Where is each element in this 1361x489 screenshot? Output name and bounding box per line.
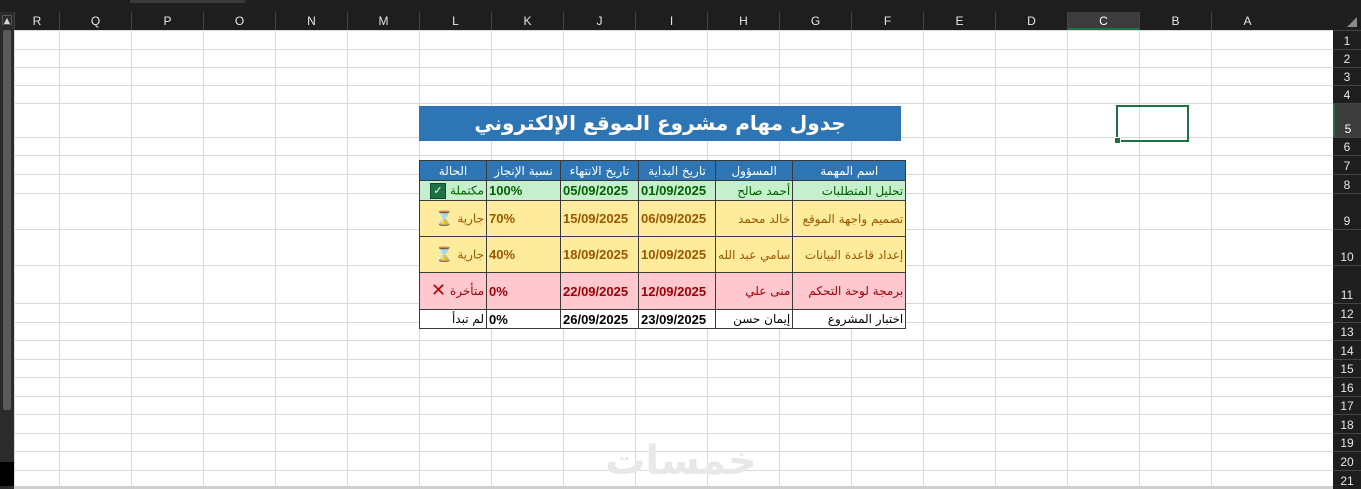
formula-bar-edge bbox=[130, 0, 245, 3]
progress-cell[interactable]: 100% bbox=[487, 181, 561, 201]
progress-cell[interactable]: 0% bbox=[487, 310, 561, 329]
task-name-cell[interactable]: برمجة لوحة التحكم bbox=[793, 273, 906, 310]
task-name-cell[interactable]: اختبار المشروع bbox=[793, 310, 906, 329]
row-header-14[interactable]: 14 bbox=[1333, 340, 1361, 359]
status-cell[interactable] bbox=[420, 310, 487, 329]
grid-column-line bbox=[14, 30, 15, 486]
column-header-H[interactable]: H bbox=[707, 12, 779, 30]
status-label: جارية bbox=[457, 247, 484, 261]
owner-cell[interactable]: منى علي bbox=[716, 273, 793, 310]
column-header-D[interactable]: D bbox=[995, 12, 1067, 30]
row-header-11[interactable]: 11 bbox=[1333, 265, 1361, 303]
row-header-3[interactable]: 3 bbox=[1333, 67, 1361, 85]
select-all-triangle-icon bbox=[1347, 17, 1357, 27]
column-header-G[interactable]: G bbox=[779, 12, 851, 30]
row-header-8[interactable]: 8 bbox=[1333, 174, 1361, 193]
column-header-R[interactable]: R bbox=[14, 12, 59, 30]
hourglass-icon: ⌛ bbox=[435, 210, 454, 227]
task-row bbox=[420, 201, 906, 237]
status-label: لم تبدأ bbox=[451, 312, 484, 326]
task-name-cell[interactable]: تصميم واجهة الموقع bbox=[793, 201, 906, 237]
row-header-16[interactable]: 16 bbox=[1333, 377, 1361, 396]
task-row bbox=[420, 273, 906, 310]
owner-cell[interactable]: سامي عبد الله bbox=[716, 237, 793, 273]
selected-cell-C5[interactable] bbox=[1116, 105, 1189, 142]
row-header-bar bbox=[1333, 30, 1361, 489]
start-date-cell[interactable]: 01/09/2025 bbox=[639, 181, 716, 201]
header-task[interactable]: اسم المهمة bbox=[793, 161, 906, 181]
row-header-9[interactable]: 9 bbox=[1333, 193, 1361, 229]
progress-cell[interactable]: 40% bbox=[487, 237, 561, 273]
owner-cell[interactable]: أحمد صالح bbox=[716, 181, 793, 201]
row-header-4[interactable]: 4 bbox=[1333, 85, 1361, 103]
column-header-Q[interactable]: Q bbox=[59, 12, 131, 30]
grid-row-line bbox=[14, 414, 1333, 415]
tasks-table bbox=[419, 160, 906, 329]
grid-column-line bbox=[347, 30, 348, 486]
row-header-19[interactable]: 19 bbox=[1333, 433, 1361, 451]
select-all-corner[interactable] bbox=[1333, 12, 1361, 30]
row-header-21[interactable]: 21 bbox=[1333, 470, 1361, 489]
grid-row-line bbox=[14, 49, 1333, 50]
start-date-cell[interactable]: 06/09/2025 bbox=[639, 201, 716, 237]
end-date-cell[interactable]: 26/09/2025 bbox=[561, 310, 639, 329]
cross-icon: ✕ bbox=[430, 280, 446, 302]
header-owner[interactable]: المسؤول bbox=[716, 161, 793, 181]
scroll-thumb[interactable] bbox=[3, 30, 11, 410]
grid-row-line bbox=[14, 67, 1333, 68]
row-header-12[interactable]: 12 bbox=[1333, 303, 1361, 322]
header-start[interactable]: تاريخ البداية bbox=[639, 161, 716, 181]
grid-column-line bbox=[275, 30, 276, 486]
status-cell[interactable] bbox=[420, 273, 487, 310]
header-end[interactable]: تاريخ الانتهاء bbox=[561, 161, 639, 181]
owner-cell[interactable]: خالد محمد bbox=[716, 201, 793, 237]
column-header-C[interactable]: C bbox=[1067, 12, 1139, 30]
row-header-1[interactable]: 1 bbox=[1333, 30, 1361, 49]
column-header-A[interactable]: A bbox=[1211, 12, 1283, 30]
grid-column-line bbox=[923, 30, 924, 486]
row-header-20[interactable]: 20 bbox=[1333, 451, 1361, 470]
end-date-cell[interactable]: 18/09/2025 bbox=[561, 237, 639, 273]
task-row bbox=[420, 310, 906, 329]
grid-column-line bbox=[995, 30, 996, 486]
check-icon: ✓ bbox=[430, 183, 446, 199]
status-label: جارية bbox=[457, 211, 484, 225]
scrollbar-shadow bbox=[0, 462, 14, 486]
header-status[interactable]: الحالة bbox=[420, 161, 487, 181]
grid-column-line bbox=[1067, 30, 1068, 486]
column-header-E[interactable]: E bbox=[923, 12, 995, 30]
grid-column-line bbox=[59, 30, 60, 486]
task-name-cell[interactable]: إعداد قاعدة البيانات bbox=[793, 237, 906, 273]
column-header-B[interactable]: B bbox=[1139, 12, 1211, 30]
task-name-cell[interactable]: تحليل المتطلبات bbox=[793, 181, 906, 201]
header-row bbox=[420, 161, 906, 181]
grid-row-line bbox=[14, 155, 1333, 156]
column-header-N[interactable]: N bbox=[275, 12, 347, 30]
progress-cell[interactable]: 0% bbox=[487, 273, 561, 310]
start-date-cell[interactable]: 10/09/2025 bbox=[639, 237, 716, 273]
column-header-J[interactable]: J bbox=[563, 12, 635, 30]
grid-row-line bbox=[14, 396, 1333, 397]
start-date-cell[interactable]: 12/09/2025 bbox=[639, 273, 716, 310]
column-header-bar bbox=[14, 12, 1333, 30]
column-header-O[interactable]: O bbox=[203, 12, 275, 30]
column-header-F[interactable]: F bbox=[851, 12, 923, 30]
column-header-M[interactable]: M bbox=[347, 12, 419, 30]
end-date-cell[interactable]: 05/09/2025 bbox=[561, 181, 639, 201]
row-header-5[interactable]: 5 bbox=[1333, 103, 1361, 137]
column-header-P[interactable]: P bbox=[131, 12, 203, 30]
grid-column-line bbox=[131, 30, 132, 486]
grid-row-line bbox=[14, 377, 1333, 378]
grid-row-line bbox=[14, 433, 1333, 434]
end-date-cell[interactable]: 22/09/2025 bbox=[561, 273, 639, 310]
column-header-K[interactable]: K bbox=[491, 12, 563, 30]
status-cell[interactable] bbox=[420, 237, 487, 273]
status-cell[interactable] bbox=[420, 181, 487, 201]
row-header-10[interactable]: 10 bbox=[1333, 229, 1361, 265]
row-header-13[interactable]: 13 bbox=[1333, 322, 1361, 340]
row-header-7[interactable]: 7 bbox=[1333, 155, 1361, 174]
column-header-L[interactable]: L bbox=[419, 12, 491, 30]
grid-row-line bbox=[14, 103, 1333, 104]
row-header-6[interactable]: 6 bbox=[1333, 137, 1361, 155]
column-header-I[interactable]: I bbox=[635, 12, 707, 30]
end-date-cell[interactable]: 15/09/2025 bbox=[561, 201, 639, 237]
row-header-17[interactable]: 17 bbox=[1333, 396, 1361, 414]
table-title[interactable]: جدول مهام مشروع الموقع الإلكتروني bbox=[419, 106, 901, 141]
grid-row-line bbox=[14, 30, 1333, 31]
grid-row-line bbox=[14, 85, 1333, 86]
watermark-logo: خمسات bbox=[605, 438, 757, 484]
task-row bbox=[420, 181, 906, 201]
grid-row-line bbox=[14, 359, 1333, 360]
progress-cell[interactable]: 70% bbox=[487, 201, 561, 237]
status-cell[interactable] bbox=[420, 201, 487, 237]
start-date-cell[interactable]: 23/09/2025 bbox=[639, 310, 716, 329]
vertical-scrollbar[interactable] bbox=[0, 12, 14, 489]
fill-handle[interactable] bbox=[1114, 137, 1121, 144]
row-header-2[interactable]: 2 bbox=[1333, 49, 1361, 67]
hourglass-icon: ⌛ bbox=[435, 246, 454, 263]
header-progress[interactable]: نسبة الإنجاز bbox=[487, 161, 561, 181]
status-label: مكتملة bbox=[449, 183, 484, 197]
row-header-15[interactable]: 15 bbox=[1333, 359, 1361, 377]
grid-row-line bbox=[14, 340, 1333, 341]
window-top-strip bbox=[0, 0, 1361, 12]
task-row bbox=[420, 237, 906, 273]
grid-column-line bbox=[1211, 30, 1212, 486]
scroll-up-arrow-icon[interactable]: ▲ bbox=[3, 16, 11, 25]
status-label: متأخرة bbox=[449, 283, 484, 298]
owner-cell[interactable]: إيمان حسن bbox=[716, 310, 793, 329]
grid-column-line bbox=[1139, 30, 1140, 486]
row-header-18[interactable]: 18 bbox=[1333, 414, 1361, 433]
grid-column-line bbox=[203, 30, 204, 486]
